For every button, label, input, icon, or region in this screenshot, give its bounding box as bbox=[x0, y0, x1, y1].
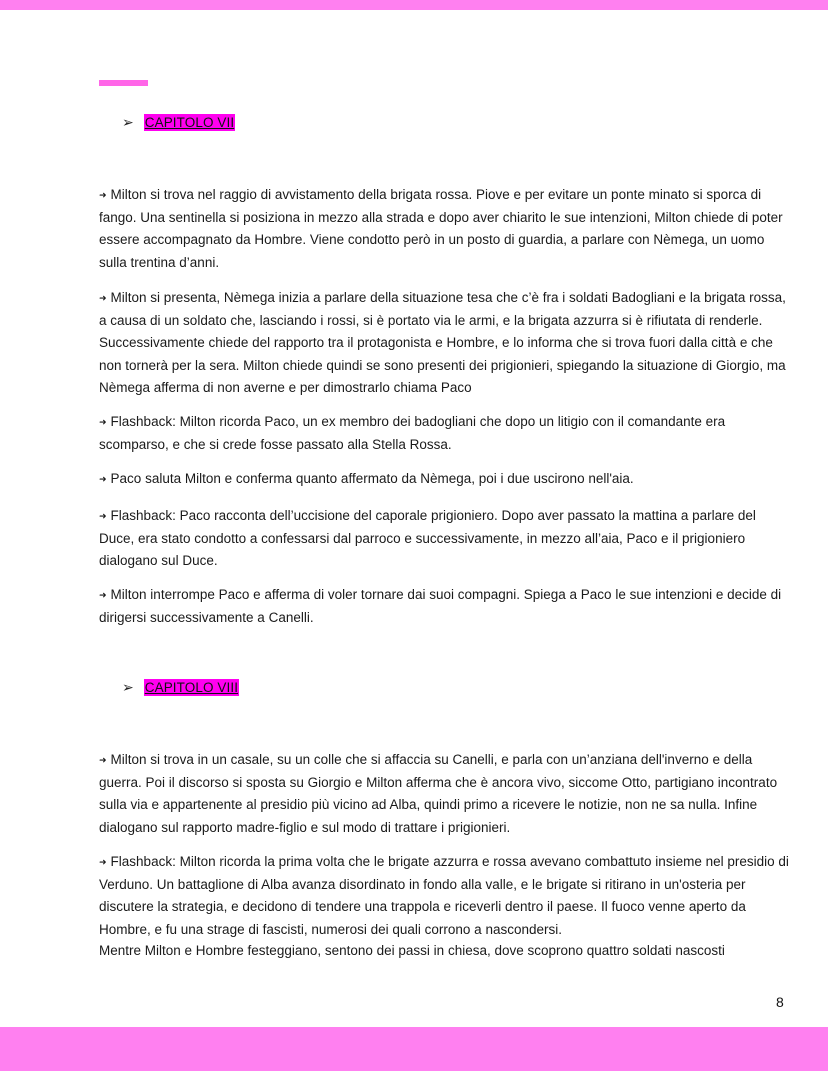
paragraph bbox=[99, 468, 789, 491]
accent-line bbox=[99, 80, 148, 86]
bullet-arrow-icon: ➜ bbox=[99, 474, 107, 484]
bullet-arrow-icon: ➜ bbox=[99, 590, 107, 600]
chapter-7-title: CAPITOLO VII bbox=[144, 115, 235, 130]
paragraph-text: Milton interrompe Paco e afferma di voler tornare dai suoi compagni. Spiega a Paco le sue intenzioni e decide di dirigersi successivamente a Canelli. bbox=[99, 587, 782, 626]
paragraph-text: Paco saluta Milton e conferma quanto affermato da Nèmega, poi i due uscirono nell'aia. bbox=[110, 471, 634, 486]
paragraph bbox=[99, 749, 789, 839]
paragraph-text: Flashback: Milton ricorda Paco, un ex membro dei badogliani che dopo un litigio con il comandante era scomparso, e che si crede fosse passato alla Stella Rossa. bbox=[99, 414, 726, 453]
top-accent-bar bbox=[0, 0, 828, 10]
paragraph bbox=[99, 851, 789, 941]
paragraph-text: Milton si trova in un casale, su un colle che si affaccia su Canelli, e parla con un’anziana dell'inverno e della guerra. Poi il discorso si sposta su Giorgio e Milton afferma che è ancora vivo, siccome Otto, partigiano incontrato sulla via e appartenente al presidio più vicino ad Alba, quindi primo a ricevere le notizie, non ne sa nulla. Infine dialogano sul rapporto madre-figlio e sul modo di trattare i prigionieri. bbox=[99, 752, 778, 835]
bullet-arrow-icon: ➜ bbox=[99, 190, 107, 200]
paragraph-text: Mentre Milton e Hombre festeggiano, sentono dei passi in chiesa, dove scoprono quattro soldati nascosti bbox=[99, 943, 725, 958]
arrowhead-icon: ➢ bbox=[122, 679, 134, 695]
chapter-8-heading bbox=[122, 679, 239, 696]
paragraph-text: Flashback: Milton ricorda la prima volta che le brigate azzurra e rossa avevano combattuto insieme nel presidio di Verduno. Un battaglione di Alba avanza disordinato in fondo alla valle, e le brigate si ritirano in un'osteria per discutere la strategia, e decidono di tendere una trappola e riceverli dentro il paese. Il fuoco venne aperto da Hombre, e fu una strage di fascisti, numerosi dei quali corrono a nascondersi. bbox=[99, 854, 789, 937]
paragraph bbox=[99, 505, 789, 573]
bullet-arrow-icon: ➜ bbox=[99, 755, 107, 765]
bullet-arrow-icon: ➜ bbox=[99, 293, 107, 303]
paragraph-text: Milton si presenta, Nèmega inizia a parlare della situazione tesa che c’è fra i soldati Badogliani e la brigata rossa, a causa di un soldato che, lasciando i rossi, si è portato via le armi, e la brigata azzurra si è rifiutata di renderle. Successivamente chiede del rapporto tra il protagonista e Hombre, e lo informa che si trova fuori dalla città e che non tornerà per la sera. Milton chiede quindi se sono presenti dei prigionieri, spiegando la situazione di Giorgio, ma Nèmega afferma di non averne e per dimostrarlo chiama Paco bbox=[99, 290, 786, 395]
paragraph bbox=[99, 411, 789, 456]
bottom-accent-bar bbox=[0, 1027, 828, 1071]
page-number: 8 bbox=[776, 994, 784, 1010]
paragraph bbox=[99, 287, 789, 399]
arrowhead-icon: ➢ bbox=[122, 114, 134, 130]
bullet-arrow-icon: ➜ bbox=[99, 417, 107, 427]
paragraph bbox=[99, 584, 789, 629]
chapter-8-title: CAPITOLO VIII bbox=[144, 680, 239, 695]
chapter-7-heading bbox=[122, 114, 235, 131]
paragraph-text: Milton si trova nel raggio di avvistamento della brigata rossa. Piove e per evitare un ponte minato si sporca di fango. Una sentinella si posiziona in mezzo alla strada e dopo aver chiarito le sue intenzioni, Milton chiede di poter essere accompagnato da Hombre. Viene condotto però in un posto di guardia, a parlare con Nèmega, un uomo sulla trentina d’anni. bbox=[99, 187, 783, 270]
bullet-arrow-icon: ➜ bbox=[99, 857, 107, 867]
paragraph-text: Flashback: Paco racconta dell’uccisione del caporale prigioniero. Dopo aver passato la mattina a parlare del Duce, era stato condotto a confessarsi dal parroco e successivamente, in mezzo all’aia, Paco e il prigioniero dialogano sul Duce. bbox=[99, 508, 756, 569]
paragraph bbox=[99, 184, 789, 274]
bullet-arrow-icon: ➜ bbox=[99, 511, 107, 521]
paragraph-continuation bbox=[99, 940, 789, 962]
